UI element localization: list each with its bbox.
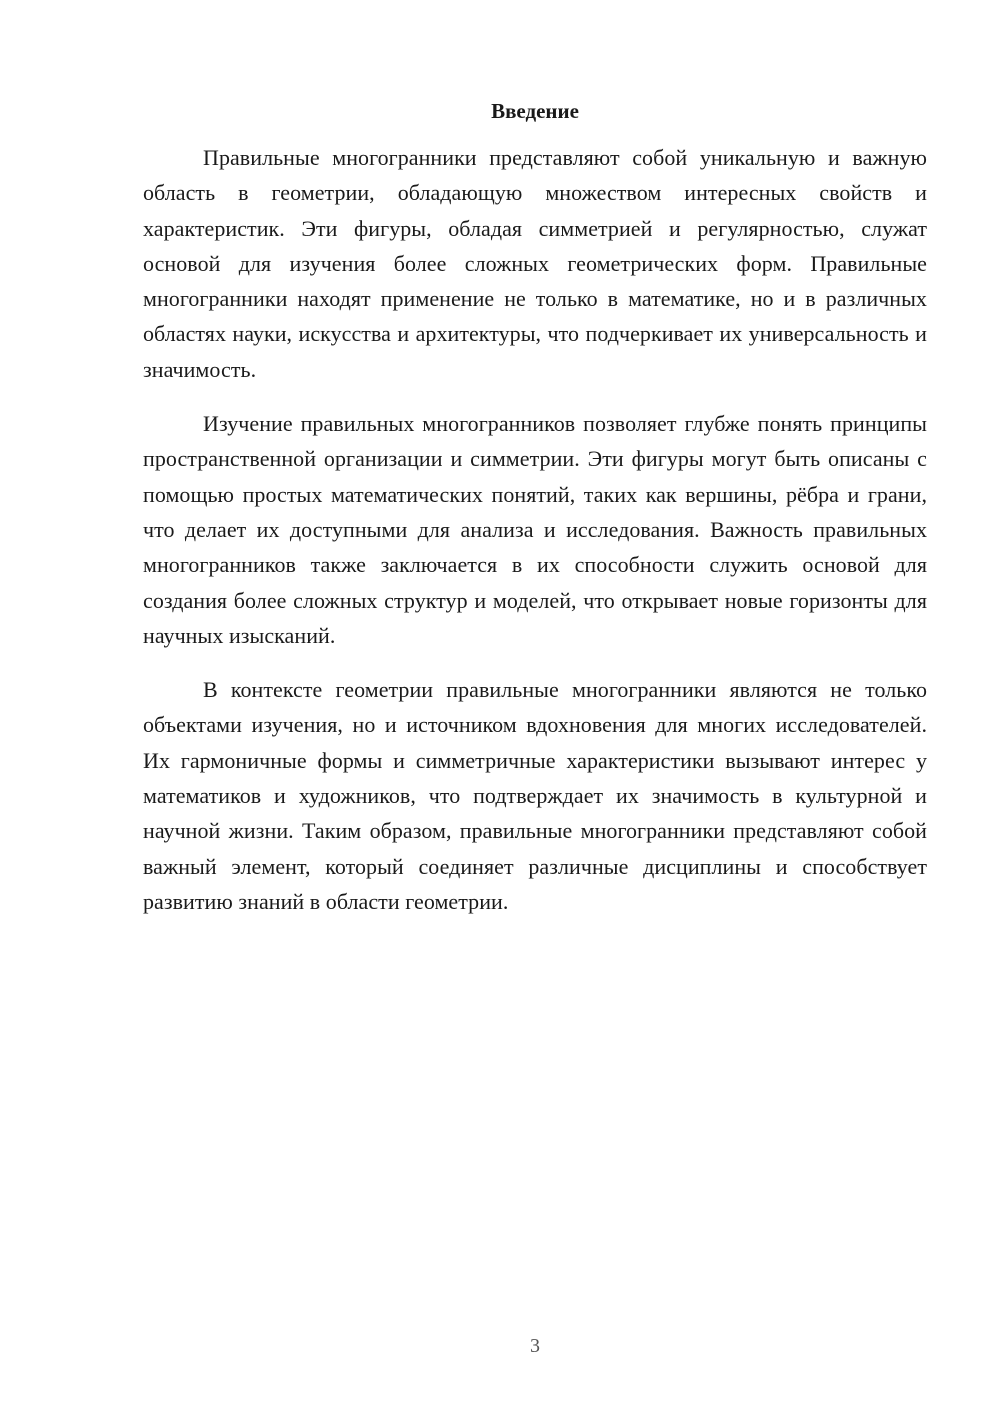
- section-heading: Введение: [491, 99, 579, 123]
- page-content: [143, 96, 927, 938]
- paragraph-2: Изучение правильных многогранников позволяет глубже понять принципы пространственной организации и симметрии. Эти фигуры могут быть описаны с помощью простых математических понятий, таких как вершины, рёбра и грани, что делает их доступными для анализа и исследования. Важность правильных многогранников также заключается в их способности служить основой для создания более сложных структур и моделей, что открывает новые горизонты для научных изысканий.: [143, 411, 927, 648]
- paragraph-1: Правильные многогранники представляют собой уникальную и важную область в геометрии, обладающую множеством интересных свойств и характеристик. Эти фигуры, обладая симметрией и регулярностью, служат основой для изучения более сложных геометрических форм. Правильные многогранники находят применение не только в математике, но и в различных областях науки, искусства и архитектуры, что подчеркивает их универсальность и значимость.: [143, 145, 927, 382]
- page-number: 3: [530, 1335, 540, 1357]
- paragraph-3: В контексте геометрии правильные многогранники являются не только объектами изучения, но и источником вдохновения для многих исследователей. Их гармоничные формы и симметричные характеристики вызывают интерес у математиков и художников, что подтверждает их значимость в культурной и научной жизни. Таким образом, правильные многогранники представляют собой важный элемент, который соединяет различные дисциплины и способствует развитию знаний в области геометрии.: [143, 677, 927, 914]
